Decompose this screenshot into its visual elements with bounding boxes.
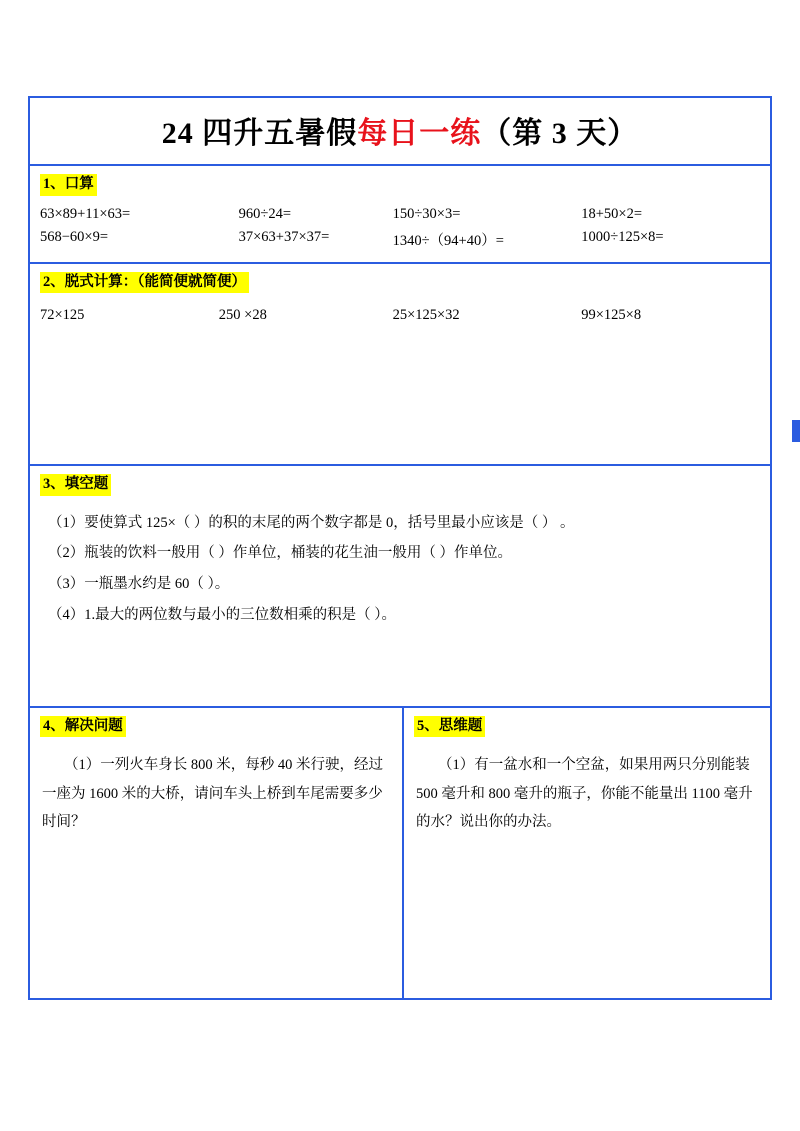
section-stepwise-calculation: [30, 264, 770, 467]
list-item: （4）1.最大的两位数与最小的三位数相乘的积是（ ）。: [48, 606, 396, 623]
section-label: 4、解决问题: [40, 716, 126, 738]
section-label: 1、口算: [40, 174, 97, 196]
problem-item: 18+50×2=: [581, 205, 643, 222]
problem-item: （1）有一盆水和一个空盆，如果用两只分别能装 500 毫升和 800 毫升的瓶子，你能不能量出 1100 毫升的水？说出你的办法。: [416, 757, 753, 830]
problem-item: 568−60×9=: [40, 228, 109, 245]
page-title: [30, 108, 770, 152]
title-red: 每日一练: [357, 117, 482, 150]
section-label: 2、脱式计算：（能简便就简便）: [40, 272, 249, 294]
list-item: （1）要使算式 125×（ ）的积的末尾的两个数字都是 0，括号里最小应该是（ ） 。: [48, 514, 575, 531]
problem-row: [30, 206, 770, 223]
section-word-problems: [30, 708, 770, 998]
section-header: [30, 466, 770, 500]
problem-body: [30, 741, 402, 836]
problem-item: 99×125×8: [581, 307, 642, 324]
list-item: （3）一瓶墨水约是 60（ ）。: [48, 576, 230, 593]
problem-item: 150÷30×3=: [392, 205, 461, 222]
worksheet-frame: [28, 96, 772, 1000]
section-header: [30, 264, 770, 298]
section-label: 5、思维题: [414, 716, 485, 738]
answer-workspace[interactable]: [48, 636, 760, 692]
problem-item: 250 ×28: [218, 307, 267, 324]
problem-item: 72×125: [40, 307, 85, 324]
section-oral-calculation: [30, 166, 770, 264]
problem-item: （1）一列火车身长 800 米，每秒 40 米行驶，经过一座为 1600 米的大桥，请问车头上桥到车尾需要多少时间？: [42, 757, 383, 830]
problem-item: 960÷24=: [238, 205, 292, 222]
fill-in-blank-list: [30, 500, 770, 706]
problem-item: 1000÷125×8=: [581, 228, 664, 245]
problem-row: [30, 229, 770, 260]
section-fill-in-blanks: [30, 466, 770, 708]
problem-item: 37×63+37×37=: [238, 228, 330, 245]
column-thinking-problem: [404, 708, 770, 998]
section-label: 3、填空题: [40, 474, 111, 496]
title-band: [30, 98, 770, 166]
title-prefix: 24 四升五暑假: [161, 117, 358, 150]
problem-item: 1340÷（94+40）=: [392, 232, 504, 249]
list-item: （2）瓶装的饮料一般用（ ）作单位，桶装的花生油一般用（ ）作单位。: [48, 545, 512, 562]
section-header: [30, 708, 402, 742]
section-header: [30, 166, 770, 200]
problem-item: 63×89+11×63=: [40, 205, 131, 222]
section-header: [404, 708, 770, 742]
column-solve-problem: [30, 708, 404, 998]
answer-workspace[interactable]: [30, 324, 770, 464]
problem-row: [30, 297, 770, 324]
problem-item: 25×125×32: [392, 307, 460, 324]
page-edge-marker: [792, 420, 800, 442]
problem-body: [404, 741, 770, 836]
title-suffix: （第 3 天）: [481, 117, 639, 150]
